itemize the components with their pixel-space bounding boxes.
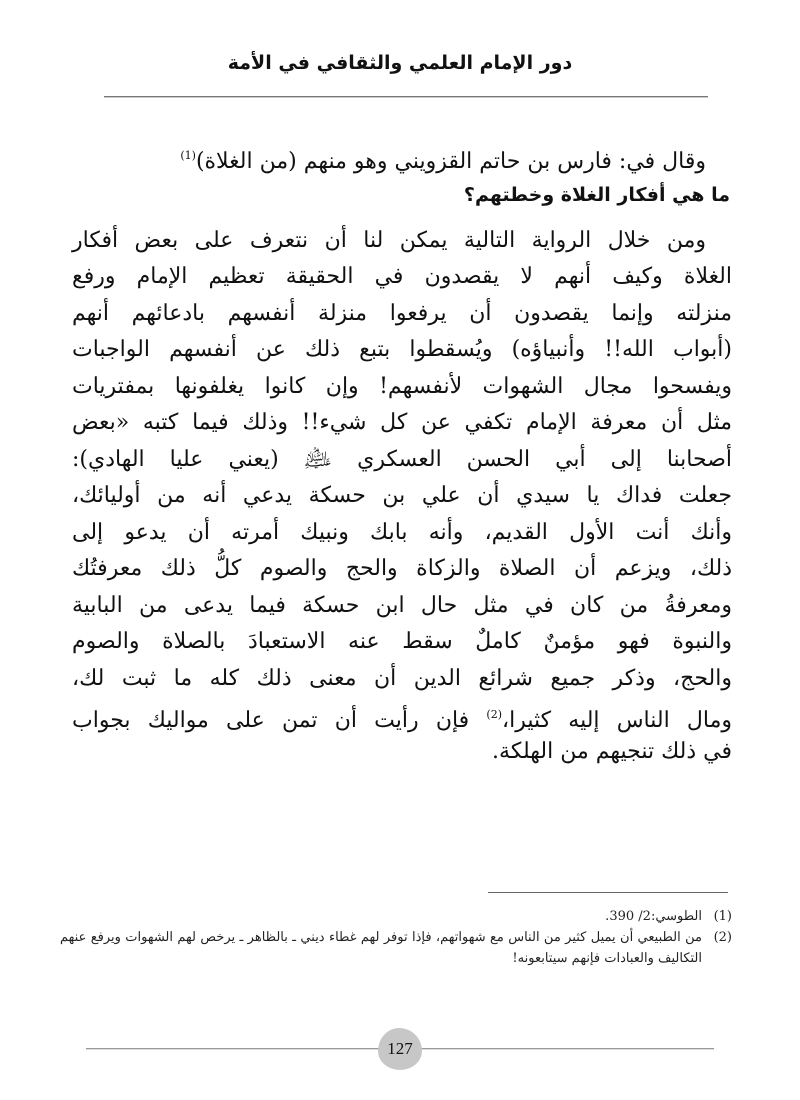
line-text-after-ref: فإن رأيت أن تمن على مواليك بجواب (72, 708, 487, 733)
paragraph-line-with-ref (72, 697, 732, 734)
footnote-number: (1) (713, 909, 732, 924)
header-divider (104, 96, 708, 98)
book-title: دور الإمام العلمي والثقافي في الأمة (227, 52, 573, 74)
footnote-text: الطوسي:2/ 390. (605, 909, 702, 924)
line-text-before-ref: ومال الناس إليه كثيرا، (501, 708, 732, 733)
paragraph-line: أصحابنا إلى أبي الحسن العسكري ﵇ (يعني عليا الهادي): (72, 446, 732, 472)
intro-text: وقال في: فارس بن حاتم القزويني وهو منهم (من الغلاة) (195, 149, 706, 174)
page-number: 127 (387, 1039, 413, 1058)
paragraph-line: والنبوة فهو مؤمنٌ كاملٌ سقط عنه الاستعبادَ بالصلاة والصوم (72, 629, 732, 654)
footnote-item (60, 927, 732, 969)
paragraph-line: ذلك، ويزعم أن الصلاة والزكاة والحج والصوم كلُّ ذلك معرفتُك (72, 556, 732, 581)
footnote-number: (2) (713, 930, 732, 945)
paragraph-line: والحج، وذكر جميع شرائع الدين أن معنى ذلك كله ما ثبت لك، (72, 665, 732, 691)
footnote-ref-2[interactable]: (2) (486, 708, 502, 721)
page-number-badge (378, 1028, 422, 1070)
footnote-divider (488, 892, 728, 893)
intro-line (72, 138, 732, 175)
paragraph-line: منزلته وإنما يقصدون أن يرفعوا منزلة أنفسهم بادعائهم أنهم (72, 300, 732, 326)
paragraph-line: وأنك أنت الأول القديم، وأنه بابك ونبيك أمرته أن يدعو إلى (72, 519, 732, 545)
footnotes (60, 906, 732, 969)
paragraph-line: جعلت فداك يا سيدي أن علي بن حسكة يدعي أنه من أوليائك، (72, 483, 732, 508)
footnote-ref-1[interactable]: (1) (180, 149, 196, 162)
paragraph-line: ويفسحوا مجال الشهوات لأنفسهم! وإن كانوا يغلفونها بمفتريات (72, 373, 732, 399)
section-heading: ما هي أفكار الغلاة وخطتهم؟ (463, 183, 730, 206)
paragraph-line: الغلاة وكيف أنهم لا يقصدون في الحقيقة تعظيم الإمام ورفع (72, 264, 732, 289)
closing-line: في ذلك تنجيهم من الهلكة. (492, 738, 732, 764)
page-body (72, 138, 732, 770)
paragraph-line: ومعرفةُ من كان في مثل حال ابن حسكة فيما يدعى من البابية (72, 592, 732, 618)
paragraph-line: (أبواب الله!! وأنبياؤه) ويُسقطوا بتبع ذلك عن أنفسهم الواجبات (72, 337, 732, 362)
running-header (0, 52, 800, 74)
main-paragraph (72, 223, 732, 771)
footnote-item (60, 906, 732, 927)
paragraph-line: مثل أن معرفة الإمام تكفي عن كل شيء!! وذلك فيما كتبه «بعض (72, 410, 732, 435)
footnote-text: من الطبيعي أن يميل كثير من الناس مع شهواتهم، فإذا توفر لهم غطاء ديني ـ بالظاهر ـ يرخص لهم الشهوات ويرفع عنهم التكاليف والعبادات فإنهم سيتابعونه! (60, 930, 702, 966)
paragraph-line: ومن خلال الرواية التالية يمكن لنا أن نتعرف على بعض أفكار (72, 227, 706, 253)
